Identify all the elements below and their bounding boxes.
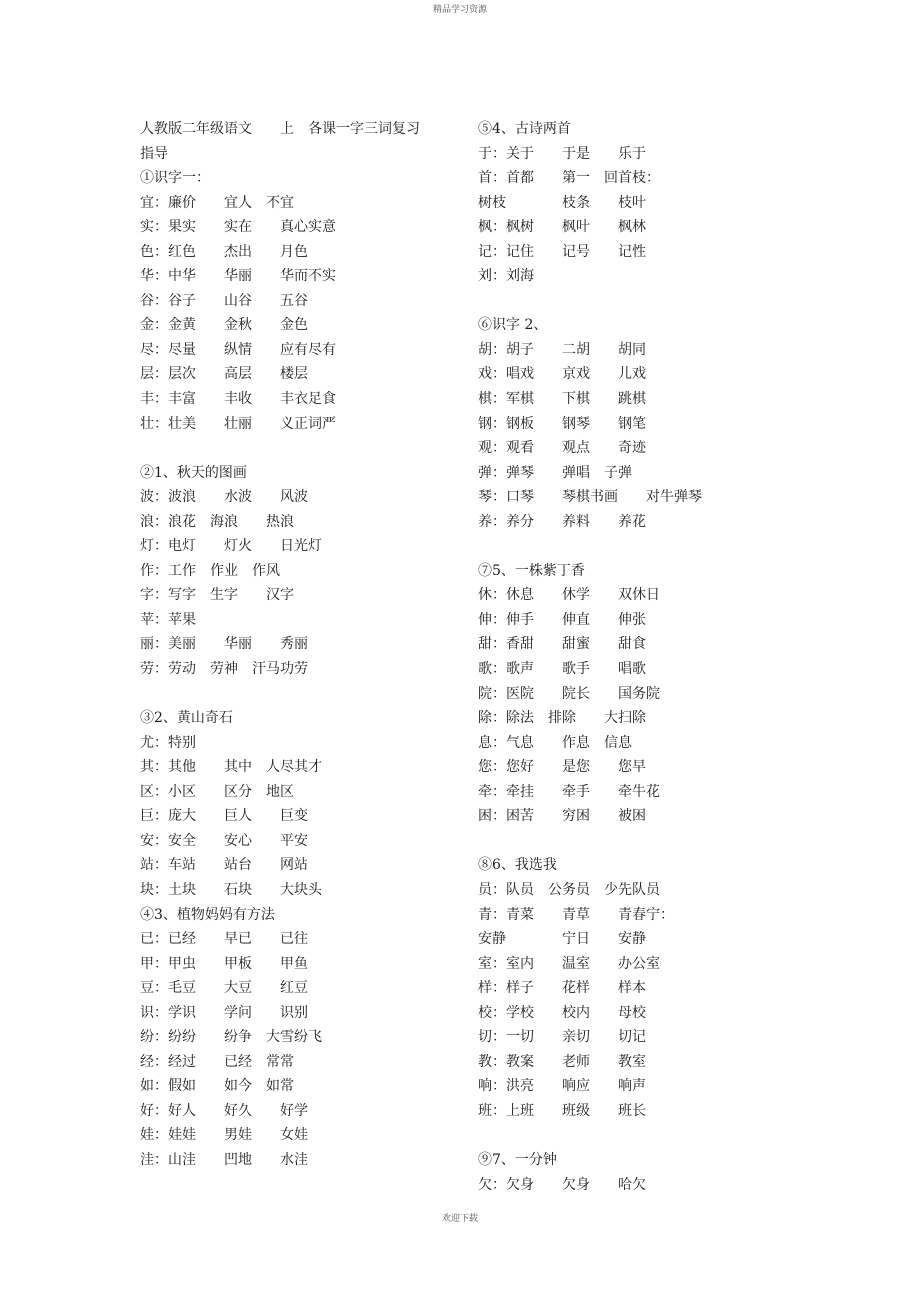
text-line: 教：教案 老师 教室 (478, 1053, 646, 1070)
text-line: 琴：口琴 琴棋书画 对牛弹琴 (478, 489, 702, 506)
text-line: ②1、秋天的图画 (140, 464, 247, 481)
text-line: 宜：廉价 宜人 不宜 (140, 194, 294, 211)
text-line: 歌：歌声 歌手 唱歌 (478, 661, 646, 678)
text-line: 甲：甲虫 甲板 甲鱼 (140, 955, 308, 972)
text-line: 棋：军棋 下棋 跳棋 (478, 391, 646, 408)
text-line: ⑧6、我选我 (478, 857, 557, 874)
text-line: 块：土块 石块 大块头 (140, 881, 322, 898)
text-line: 尤：特别 (140, 734, 196, 751)
text-line: 首：首都 第一 回首枝： (478, 170, 660, 187)
text-line: 欠：欠身 欠身 哈欠 (478, 1176, 646, 1193)
text-line: 响：洪亮 响应 响声 (478, 1078, 646, 1095)
text-line: 字：写字 生字 汉字 (140, 587, 294, 604)
text-line: 好：好人 好久 好学 (140, 1102, 308, 1119)
blank-line (478, 534, 713, 559)
text-line: 记：记住 记号 记性 (478, 243, 646, 260)
text-line: 壮：壮美 壮丽 义正词严 (140, 415, 336, 432)
text-line: 纷：纷纷 纷争 大雪纷飞 (140, 1029, 322, 1046)
text-line: 谷：谷子 山谷 五谷 (140, 292, 308, 309)
text-line: 作：工作 作业 作风 (140, 562, 280, 579)
text-line: 已：已经 早已 已往 (140, 931, 308, 948)
text-line: 豆：毛豆 大豆 红豆 (140, 980, 308, 997)
text-line: 色：红色 杰出 月色 (140, 243, 308, 260)
text-line: 伸：伸手 伸直 伸张 (478, 611, 646, 628)
text-line: 波：波浪 水波 风波 (140, 489, 308, 506)
text-line: 华：中华 华丽 华而不实 (140, 268, 336, 285)
text-line: 室：室内 温室 办公室 (478, 955, 660, 972)
text-line: 员：队员 公务员 少先队员 (478, 881, 660, 898)
blank-line (478, 1123, 713, 1148)
text-line: 于：关于 于是 乐于 (478, 145, 646, 162)
text-line: 休：休息 休学 双休日 (478, 587, 660, 604)
text-line: 刘：刘海 (478, 268, 534, 285)
blank-line (478, 829, 713, 854)
text-line: 区：小区 区分 地区 (140, 783, 294, 800)
text-line: 安静 宁日 安静 (478, 931, 646, 948)
text-line: 如：假如 如今 如常 (140, 1078, 294, 1095)
blank-line (140, 682, 450, 707)
text-line: ①识字一： (140, 170, 210, 187)
text-line: 苹：苹果 (140, 611, 196, 628)
text-line: 实：果实 实在 真心实意 (140, 219, 336, 236)
text-line: 经：经过 已经 常常 (140, 1053, 294, 1070)
text-line: 您：您好 是您 您早 (478, 759, 646, 776)
text-line: 劳：劳动 劳神 汗马功劳 (140, 661, 308, 678)
text-line: 识：学识 学问 识别 (140, 1004, 308, 1021)
text-line: 胡：胡子 二胡 胡同 (478, 341, 646, 358)
text-line: 丽：美丽 华丽 秀丽 (140, 636, 308, 653)
text-line: 养：养分 养料 养花 (478, 513, 646, 530)
text-line: 切：一切 亲切 切记 (478, 1029, 646, 1046)
text-line: ⑤4、古诗两首 (478, 121, 571, 137)
text-line: 丰：丰富 丰收 丰衣足食 (140, 391, 336, 408)
text-line: 站：车站 站台 网站 (140, 857, 308, 874)
left-column (140, 117, 450, 1173)
text-line: 层：层次 高层 楼层 (140, 366, 308, 383)
text-line: 戏：唱戏 京戏 儿戏 (478, 366, 646, 383)
text-line: 校：学校 校内 母校 (478, 1004, 646, 1021)
text-line: 样：样子 花样 样本 (478, 980, 646, 997)
text-line: 浪：浪花 海浪 热浪 (140, 513, 294, 530)
text-line: 钢：钢板 钢琴 钢笔 (478, 415, 646, 432)
text-line: 娃：娃娃 男娃 女娃 (140, 1127, 308, 1144)
text-line: 人教版二年级语文 上 各课一字三词复习 (140, 121, 420, 137)
text-line: 院：医院 院长 国务院 (478, 685, 660, 702)
text-line: 困：困苦 穷困 被困 (478, 808, 646, 825)
text-line: 树枝 枝条 枝叶 (478, 194, 646, 211)
text-line: 金：金黄 金秋 金色 (140, 317, 308, 334)
page-header: 精品学习资源 (432, 5, 487, 15)
text-line: 息：气息 作息 信息 (478, 734, 632, 751)
text-line: 班：上班 班级 班长 (478, 1102, 646, 1119)
blank-line (140, 436, 450, 461)
text-line: 指导 (140, 145, 168, 162)
text-line: 除：除法 排除 大扫除 (478, 710, 646, 727)
text-line: 其：其他 其中 人尽其才 (140, 759, 322, 776)
text-line: 巨：庞大 巨人 巨变 (140, 808, 308, 825)
page-footer: 欢迎下载 (441, 1214, 478, 1224)
text-line: 灯：电灯 灯火 日光灯 (140, 538, 322, 555)
text-line: 牵：牵挂 牵手 牵牛花 (478, 783, 660, 800)
text-line: ⑥识字 2、 (478, 317, 548, 334)
right-column (478, 117, 713, 1197)
text-line: 洼：山洼 凹地 水洼 (140, 1151, 308, 1168)
text-line: 甜：香甜 甜蜜 甜食 (478, 636, 646, 653)
text-line: 尽：尽量 纵情 应有尽有 (140, 341, 336, 358)
text-line: 青：青菜 青草 青春宁： (478, 906, 674, 923)
text-line: 安：安全 安心 平安 (140, 832, 308, 849)
text-line: ③2、黄山奇石 (140, 710, 233, 727)
text-line: 观：观看 观点 奇迹 (478, 440, 646, 457)
text-line: ⑦5、一株紫丁香 (478, 562, 585, 579)
blank-line (478, 289, 713, 314)
text-line: ⑨7、一分钟 (478, 1151, 557, 1168)
text-line: 弹：弹琴 弹唱 子弹 (478, 464, 632, 481)
text-line: 枫：枫树 枫叶 枫林 (478, 219, 646, 236)
text-line: ④3、植物妈妈有方法 (140, 906, 275, 923)
